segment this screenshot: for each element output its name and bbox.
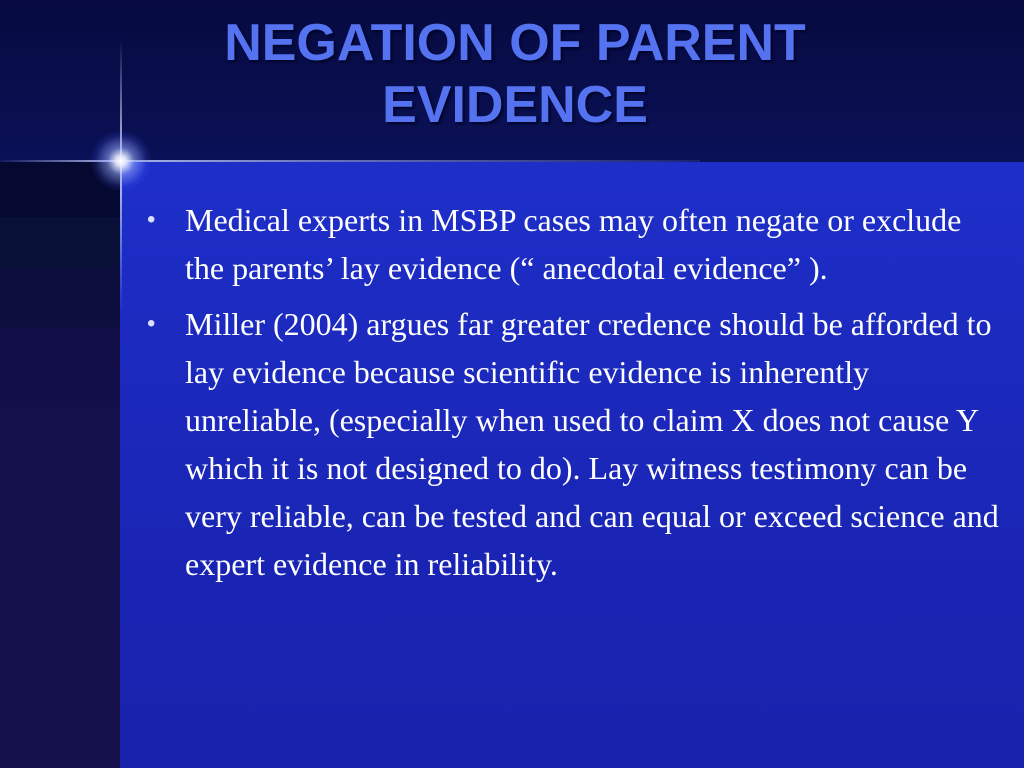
bullet-item [145,196,1005,292]
slide-title [110,12,920,136]
title-line-1: NEGATION OF PARENT [224,14,806,72]
bullet-list [145,196,1005,596]
left-decorative-strip [0,162,120,768]
bullet-text: Medical experts in MSBP cases may often negate or exclude the parents’ lay evidence (“ anecdotal evidence” ). [185,202,962,286]
bullet-icon: • [147,310,156,337]
bullet-icon: • [147,206,156,233]
sparkle-star-icon [91,131,151,191]
bullet-text: Miller (2004) argues far greater credence should be afforded to lay evidence because scientific evidence is inherently unreliable, (especially when used to claim X does not cause Y which it is not designed to do). Lay witness testimony can be very reliable, can be tested and can equal or exceed science and expert evidence in reliability. [185,306,999,582]
bullet-item [145,300,1005,588]
title-line-2: EVIDENCE [382,76,648,134]
